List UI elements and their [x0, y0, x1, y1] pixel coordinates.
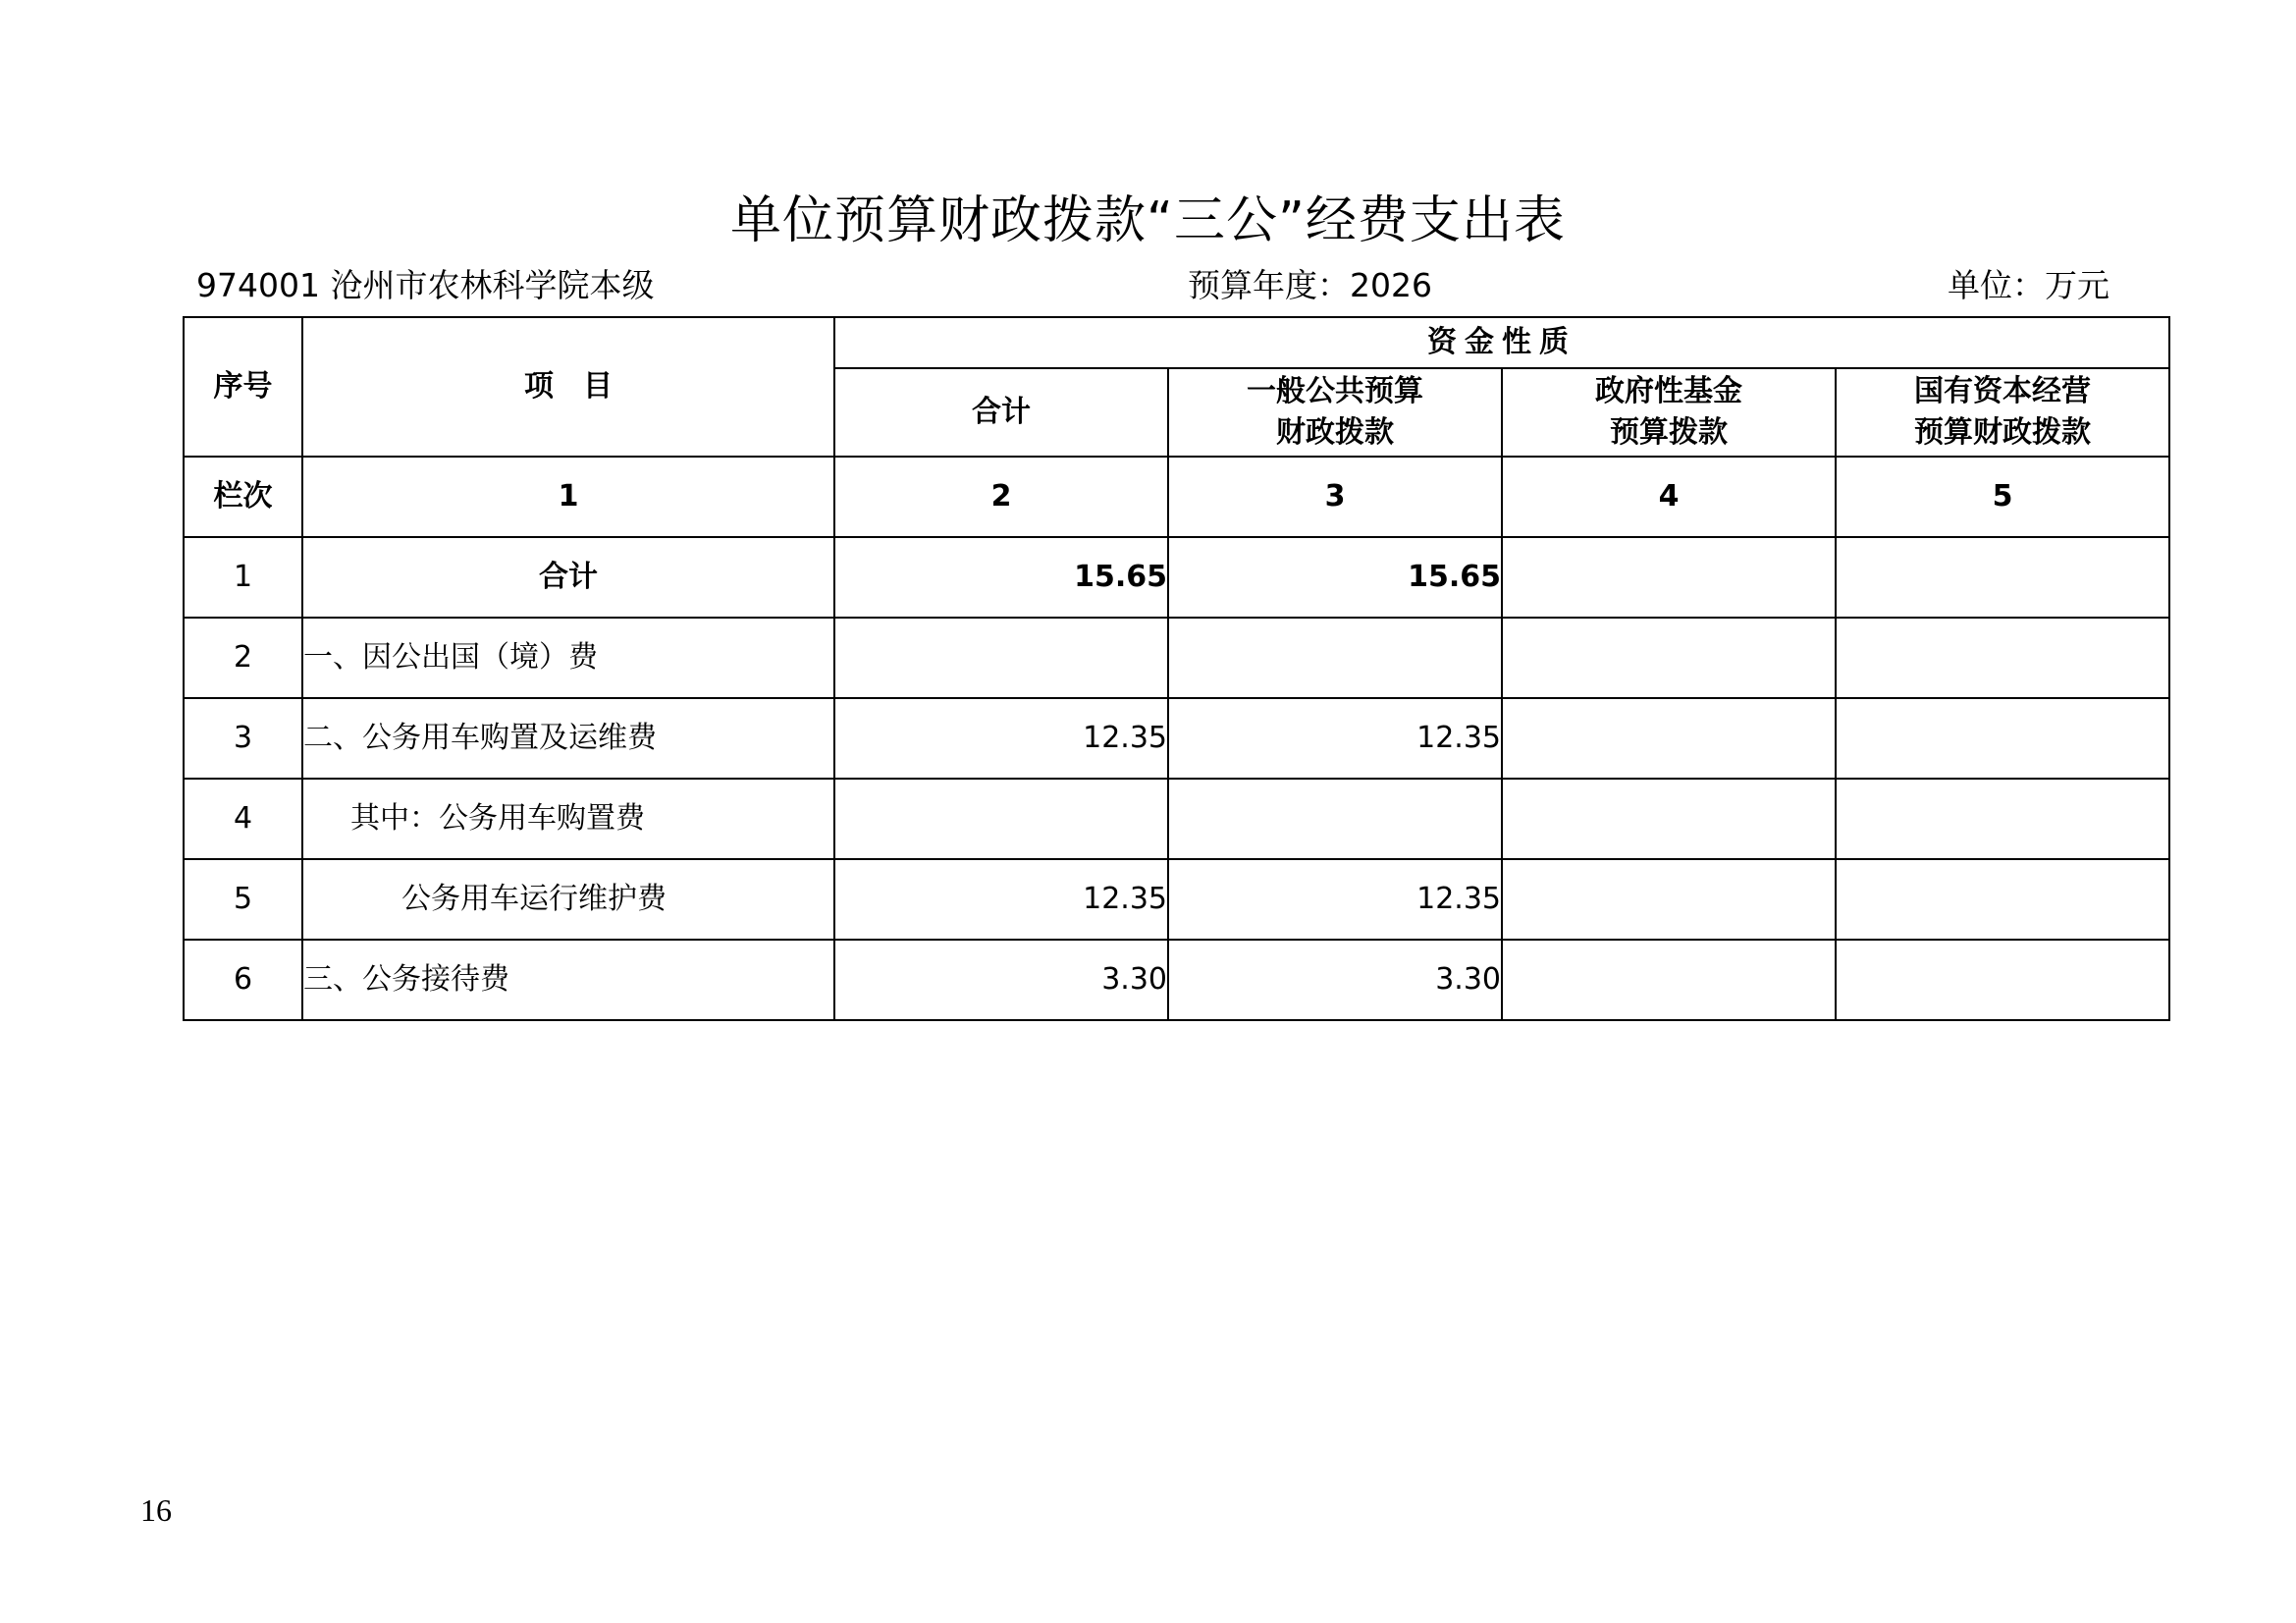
row-total	[834, 779, 1168, 859]
table-row	[184, 537, 2169, 618]
row-seq: 5	[184, 859, 302, 940]
row-state-capital	[1836, 859, 2169, 940]
row-gov-fund	[1502, 859, 1836, 940]
row-state-capital	[1836, 779, 2169, 859]
row-item: 三、公务接待费	[302, 940, 834, 1020]
row-total	[834, 618, 1168, 698]
row-general: 12.35	[1168, 698, 1502, 779]
row-item: 合计	[302, 537, 834, 618]
currency-unit: 单位：万元	[1948, 266, 2109, 304]
page-title: 单位预算财政拨款“三公”经费支出表	[730, 191, 1566, 250]
row-general	[1168, 779, 1502, 859]
table-row	[184, 940, 2169, 1020]
row-general: 12.35	[1168, 859, 1502, 940]
header-gov-fund-line1: 政府性基金	[1595, 374, 1742, 408]
table-row	[184, 779, 2169, 859]
row-gov-fund	[1502, 537, 1836, 618]
row-item: 公务用车运行维护费	[302, 859, 834, 940]
column-index-label: 栏次	[184, 457, 302, 537]
row-gov-fund	[1502, 618, 1836, 698]
row-gov-fund	[1502, 698, 1836, 779]
row-gov-fund	[1502, 779, 1836, 859]
unit-name: 974001 沧州市农林科学院本级	[196, 266, 655, 304]
row-state-capital	[1836, 618, 2169, 698]
row-general: 3.30	[1168, 940, 1502, 1020]
row-item: 一、因公出国（境）费	[302, 618, 834, 698]
header-item: 项 目	[302, 317, 834, 457]
row-total: 12.35	[834, 698, 1168, 779]
row-state-capital	[1836, 698, 2169, 779]
row-gov-fund	[1502, 940, 1836, 1020]
row-item: 其中：公务用车购置费	[302, 779, 834, 859]
row-total: 15.65	[834, 537, 1168, 618]
header-gov-fund-line2: 预算拨款	[1610, 415, 1728, 450]
header-state-capital-line2: 预算财政拨款	[1914, 415, 2091, 450]
header-fund-nature: 资金性质	[834, 317, 2169, 368]
page-number: 16	[140, 1492, 172, 1528]
row-general: 15.65	[1168, 537, 1502, 618]
header-general-line2: 财政拨款	[1276, 415, 1394, 450]
row-total: 3.30	[834, 940, 1168, 1020]
table-row	[184, 618, 2169, 698]
header-seq: 序号	[184, 317, 302, 457]
row-state-capital	[1836, 537, 2169, 618]
header-general-budget	[1168, 368, 1502, 457]
header-state-capital	[1836, 368, 2169, 457]
header-general-line1: 一般公共预算	[1247, 374, 1423, 408]
header-state-capital-line1: 国有资本经营	[1914, 374, 2091, 408]
row-seq: 2	[184, 618, 302, 698]
column-index-5: 5	[1836, 457, 2169, 537]
row-seq: 3	[184, 698, 302, 779]
row-seq: 4	[184, 779, 302, 859]
row-seq: 1	[184, 537, 302, 618]
header-total: 合计	[834, 368, 1168, 457]
column-index-1: 1	[302, 457, 834, 537]
row-seq: 6	[184, 940, 302, 1020]
budget-year: 预算年度：2026	[1188, 266, 1432, 304]
row-total: 12.35	[834, 859, 1168, 940]
column-index-4: 4	[1502, 457, 1836, 537]
column-index-2: 2	[834, 457, 1168, 537]
table-row	[184, 859, 2169, 940]
row-item: 二、公务用车购置及运维费	[302, 698, 834, 779]
budget-table	[183, 316, 2170, 1021]
row-state-capital	[1836, 940, 2169, 1020]
header-gov-fund	[1502, 368, 1836, 457]
column-index-3: 3	[1168, 457, 1502, 537]
row-general	[1168, 618, 1502, 698]
table-row	[184, 698, 2169, 779]
